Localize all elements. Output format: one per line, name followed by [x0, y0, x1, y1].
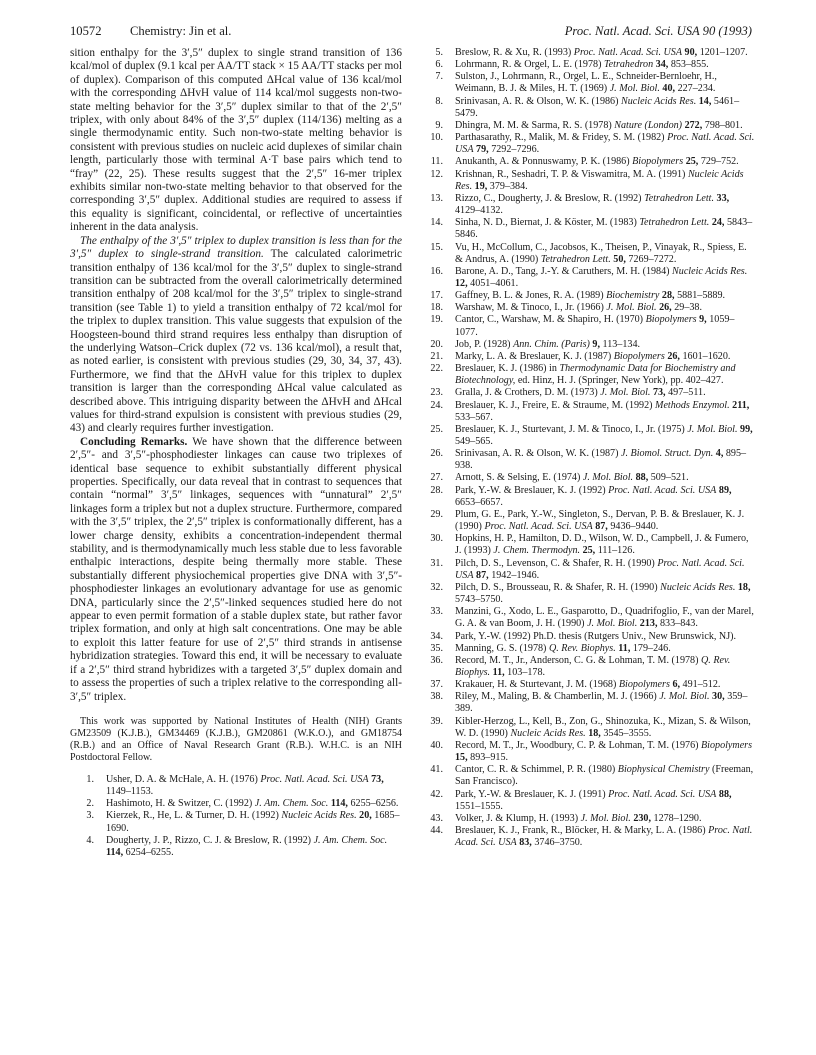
running-section-title: Chemistry: Jin et al.: [130, 24, 232, 38]
reference-volume: 18,: [588, 727, 601, 739]
reference-authors: Park, Y.-W. & Breslauer, K. J. (1992): [455, 484, 606, 496]
reference-journal: Nucleic Acids Res.: [455, 168, 744, 192]
reference-journal: Proc. Natl. Acad. Sci. USA: [608, 484, 717, 496]
reference-journal: J. Mol. Biol.: [659, 691, 710, 703]
reference-authors: Srinivasan, A. R. & Olson, W. K. (1987): [455, 448, 619, 460]
reference-volume: 26,: [659, 302, 672, 314]
reference-pages: 5461–5479.: [455, 95, 740, 119]
reference-pages: 533–567.: [455, 411, 493, 423]
reference-pages: 7292–7296.: [491, 144, 540, 156]
reference-item: [419, 193, 755, 217]
reference-journal: Proc. Natl. Acad. Sci. USA: [260, 773, 369, 785]
reference-number: 22.: [430, 363, 443, 375]
reference-authors: Breslauer, K. J. (1986) in: [455, 363, 557, 375]
reference-pages: 509–521.: [650, 472, 689, 484]
reference-volume: 12,: [455, 277, 468, 289]
reference-pages: 7269–7272.: [628, 253, 677, 265]
reference-item: [419, 217, 755, 241]
reference-item: [419, 156, 755, 168]
reference-volume: 90,: [684, 47, 698, 58]
reference-journal: Thermodynamic Data for Biochemistry and Biotechnology,: [455, 363, 736, 387]
reference-number: 18.: [430, 302, 443, 314]
reference-authors: Record, M. T., Jr., Woodbury, C. P. & Lohman, T. M. (1976): [455, 739, 699, 751]
reference-volume: 87,: [595, 521, 608, 533]
reference-authors: Warshaw, M. & Tinoco, I., Jr. (1966): [455, 302, 604, 314]
reference-journal: Biopolymers: [645, 314, 697, 326]
reference-volume: 89,: [718, 484, 732, 496]
reference-pages: 1278–1290.: [653, 812, 702, 824]
reference-journal: Nucleic Acids Res.: [660, 581, 736, 593]
reference-authors: Vu, H., McCollum, C., Jacobsos, K., Theisen, P., Vinayak, R., Spiess, E. & Andrus, A. (1990): [455, 241, 747, 265]
reference-item: [419, 631, 755, 643]
reference-number: 8.: [435, 95, 443, 107]
reference-journal: Proc. Natl. Acad. Sci. USA: [455, 557, 745, 581]
reference-item: [419, 59, 755, 71]
reference-pages: (Freeman, San Francisco).: [455, 764, 754, 788]
reference-journal: J. Mol. Biol.: [687, 423, 738, 435]
reference-pages: 3545–3555.: [603, 727, 652, 739]
reference-item: [419, 606, 755, 630]
reference-item: [419, 120, 755, 132]
reference-item: [419, 558, 755, 582]
reference-item: [419, 314, 755, 338]
reference-volume: 14,: [698, 95, 712, 107]
reference-volume: 88,: [635, 472, 649, 484]
reference-volume: 73,: [652, 387, 666, 399]
reference-pages: 5743–5750.: [455, 594, 503, 606]
reference-journal: J. Mol. Biol.: [600, 387, 651, 399]
reference-journal: Proc. Natl. Acad. Sci. USA: [573, 47, 683, 58]
reference-journal: J. Am. Chem. Soc.: [254, 798, 329, 810]
reference-pages: 853–855.: [670, 59, 709, 71]
reference-journal: J. Mol. Biol.: [606, 302, 657, 314]
reference-pages: 379–384.: [489, 180, 528, 192]
reference-pages: 1942–1946.: [491, 569, 540, 581]
reference-item: [419, 169, 755, 193]
reference-item: [419, 363, 755, 387]
paragraph-text: We have shown that the difference between 2′,5″- and 3′,5″-phosphodiester linkages can cause two triplexes of identical base sequence to exhibit substantially different physical properties. Specifically, our data reveal that in contrast to sequences that contain “normal” 3′,5″ linkages, sequences with “unnatural” 2′,5″ linkages form a triplex but not a duplex structure. Furthermore, compared with the 3′,5″ triplex, the 2′,5″ triplex is conformationally different, has a lower charge density, exhibits a concentration-independent thermal stability, and is thermodynamically much less stable due to less favorable enthalpic interactions, despite being thermally more stable. These substantially different physiochemical properties give DNA with 3′,5″-phosphodiester linkages an evolutionary advantage for use as genomic DNA, particularly since the 2′,5″-linked sequences studied here do not appear to even permit formation of a stable duplex state, but rather favor triplex formation, and only at high salt concentrations. One may be able to exploit this latter feature for use of 2′,5″ third strands in antisense hybridization strategies. Toward this end, it will be necessary to evaluate if a 2′,5″ third strand hybridizes with a targeted 3′,5″ duplex domain and to assess the properties of such a triplex relative to the corresponding all-3′,5″ triplex.: [70, 435, 402, 703]
reference-pages: 179–246.: [632, 642, 671, 654]
reference-number: 44.: [430, 825, 443, 836]
reference-number: 13.: [430, 192, 443, 204]
reference-item: [419, 266, 755, 290]
reference-number: 15.: [430, 241, 443, 253]
reference-item: [419, 679, 755, 691]
reference-number: 14.: [430, 217, 443, 229]
reference-item: [419, 424, 755, 448]
reference-authors: Breslow, R. & Xu, R. (1993): [455, 47, 572, 58]
page-number: 10572: [70, 24, 102, 38]
reference-number: 37.: [430, 679, 443, 691]
reference-number: 28.: [430, 484, 443, 496]
reference-number: 23.: [430, 387, 443, 399]
reference-journal: Q. Rev. Biophys.: [455, 654, 731, 678]
reference-volume: 73,: [371, 773, 384, 785]
reference-volume: 25,: [582, 545, 596, 557]
reference-journal: Nucleic Acids Res.: [510, 727, 586, 739]
reference-pages: 9436–9440.: [610, 521, 659, 533]
body-paragraph-3: [70, 436, 402, 704]
reference-journal: Methods Enzymol.: [655, 399, 730, 411]
reference-pages: 6255–6256.: [350, 798, 399, 810]
reference-journal: Nucleic Acids Res.: [281, 810, 357, 822]
reference-pages: 5881–5889.: [677, 290, 726, 302]
reference-item: [419, 509, 755, 533]
reference-pages: 1201–1207.: [699, 47, 748, 58]
reference-authors: Cantor, C., Warshaw, M. & Shapiro, H. (1970): [455, 314, 644, 326]
reference-number: 1.: [86, 773, 94, 785]
reference-pages: 497–511.: [668, 387, 706, 399]
reference-volume: 25,: [685, 156, 699, 168]
reference-pages: 1601–1620.: [682, 350, 731, 362]
reference-volume: 34,: [655, 59, 669, 71]
reference-number: 36.: [430, 654, 443, 666]
reference-pages: 6653–6657.: [455, 496, 503, 508]
reference-pages: 5843–5846.: [455, 217, 753, 241]
reference-journal: Tetrahedron Lett.: [540, 253, 611, 265]
reference-number: 2.: [86, 798, 94, 810]
page-header: [70, 24, 752, 40]
reference-item: [419, 448, 755, 472]
reference-item: [419, 643, 755, 655]
reference-number: 12.: [430, 168, 443, 180]
acknowledgments-text: This work was supported by National Institutes of Health (NIH) Grants GM23509 (K.J.B.), GM34469 (K.J.B.), GM20861 (W.K.O.), and GM18754 (R.B.) and an Office of Naval Research Grant (R.B.). W.H.C. is an NIH Postdoctoral Fellow.: [70, 715, 402, 763]
reference-number: 9.: [435, 119, 443, 131]
reference-authors: Dhingra, M. M. & Sarma, R. S. (1978): [455, 119, 612, 131]
reference-authors: Breslauer, K. J., Sturtevant, J. M. & Tinoco, I., Jr. (1975): [455, 423, 685, 435]
reference-authors: Plum, G. E., Park, Y.-W., Singleton, S., Dervan, P. B. & Breslauer, K. J. (1990): [455, 508, 745, 533]
reference-item: [419, 339, 755, 351]
reference-volume: 24,: [711, 217, 725, 229]
reference-pages: 1149–1153.: [106, 786, 154, 798]
reference-journal: Nucleic Acids Res.: [672, 265, 748, 277]
reference-authors: Hashimoto, H. & Switzer, C. (1992): [106, 798, 253, 810]
reference-number: 19.: [430, 314, 443, 326]
reference-authors: Park, Y.-W. (1992) Ph.D. thesis (Rutgers Univ., New Brunswick, NJ).: [455, 630, 737, 642]
reference-authors: Srinivasan, A. R. & Olson, W. K. (1986): [455, 95, 619, 107]
reference-item: [419, 242, 755, 266]
reference-item: [70, 835, 402, 859]
reference-journal: Nature (London): [614, 119, 683, 131]
reference-authors: Arnott, S. & Selsing, E. (1974): [455, 472, 581, 484]
reference-number: 21.: [430, 350, 443, 362]
reference-pages: 491–512.: [682, 679, 721, 691]
reference-item: [419, 387, 755, 399]
reference-number: 33.: [430, 606, 443, 618]
reference-authors: Sulston, J., Lohrmann, R., Orgel, L. E., Schneider-Bernloehr, H., Weimann, B. J. & Miles, H. T. (1969): [455, 71, 717, 95]
reference-authors: Parthasarathy, R., Malik, M. & Fridey, S. M. (1982): [455, 132, 665, 144]
reference-volume: 9,: [592, 338, 600, 350]
reference-number: 16.: [430, 265, 443, 277]
reference-journal: J. Chem. Thermodyn.: [493, 545, 581, 557]
reference-number: 24.: [430, 399, 443, 411]
reference-pages: 549–565.: [455, 436, 493, 447]
reference-volume: 6,: [672, 679, 681, 691]
reference-journal: Nucleic Acids Res.: [621, 95, 697, 107]
reference-volume: 28,: [661, 290, 675, 302]
reference-volume: 79,: [476, 144, 489, 156]
reference-volume: 50,: [613, 253, 626, 265]
reference-volume: 4,: [715, 448, 724, 460]
reference-journal: J. Am. Chem. Soc.: [313, 834, 388, 846]
right-column: [419, 47, 755, 849]
reference-item: [419, 813, 755, 825]
reference-pages: 1059–1077.: [455, 314, 735, 338]
reference-volume: 230,: [633, 812, 651, 824]
reference-number: 43.: [430, 812, 443, 824]
reference-pages: 3746–3750.: [534, 837, 583, 849]
reference-journal: J. Mol. Biol.: [580, 812, 631, 824]
reference-volume: 11,: [492, 666, 505, 678]
reference-journal: J. Biomol. Struct. Dyn.: [621, 448, 714, 460]
reference-volume: 19,: [474, 180, 488, 192]
reference-pages: 4129–4132.: [455, 205, 503, 217]
reference-item: [419, 96, 755, 120]
reference-authors: Volker, J. & Klump, H. (1993): [455, 812, 579, 824]
reference-volume: 88,: [718, 788, 732, 800]
reference-authors: Kierzek, R., He, L. & Turner, D. H. (1992): [106, 810, 279, 822]
reference-number: 4.: [86, 834, 94, 846]
reference-journal: Biopolymers: [632, 156, 684, 168]
section-heading-concluding-remarks: Concluding Remarks.: [80, 435, 188, 448]
reference-authors: Job, P. (1928): [455, 338, 511, 350]
reference-pages: 103–178.: [507, 666, 546, 678]
reference-item: [419, 655, 755, 679]
reference-journal: Tetrahedron: [603, 59, 654, 71]
reference-number: 35.: [430, 642, 443, 654]
reference-list-right: [419, 47, 755, 849]
reference-item: [70, 798, 402, 810]
reference-number: 31.: [430, 557, 443, 569]
reference-authors: Rizzo, C., Dougherty, J. & Breslow, R. (1992): [455, 192, 642, 204]
reference-authors: Park, Y.-W. & Breslauer, K. J. (1991): [455, 788, 606, 800]
reference-authors: Gaffney, B. L. & Jones, R. A. (1989): [455, 290, 604, 302]
reference-authors: Sinha, N. D., Biernat, J. & Köster, M. (1983): [455, 217, 637, 229]
reference-item: [419, 400, 755, 424]
journal-citation: Proc. Natl. Acad. Sci. USA 90 (1993): [564, 24, 752, 38]
reference-item: [419, 825, 755, 849]
reference-authors: Dougherty, J. P., Rizzo, C. J. & Breslow, R. (1992): [106, 834, 312, 846]
reference-item: [419, 582, 755, 606]
reference-pages: 1685–1690.: [106, 810, 400, 834]
reference-item: [419, 533, 755, 557]
reference-volume: 272,: [684, 119, 703, 131]
reference-volume: 18,: [737, 581, 751, 593]
reference-number: 3.: [86, 810, 94, 822]
reference-number: 10.: [430, 132, 443, 144]
reference-volume: 15,: [455, 752, 468, 764]
reference-pages: ed. Hinz, H. J. (Springer, New York), pp. 402–427.: [517, 375, 724, 387]
reference-journal: Tetrahedron Lett.: [644, 192, 714, 204]
reference-number: 40.: [430, 739, 443, 751]
reference-number: 26.: [430, 448, 443, 460]
reference-item: [419, 740, 755, 764]
reference-volume: 30,: [712, 691, 725, 703]
reference-journal: J. Mol. Biol.: [609, 83, 660, 95]
paragraph-text: The calculated calorimetric transition enthalpy of 136 kcal/mol for the 3′,5″ duplex to single-strand transition can be subtracted from the overall calorimetrically determined transition enthalpy of 208 kcal/mol for the 3′,5″ triplex to single-strand transition (see Table 1) to yield a transition enthalpy of 72 kcal/mol for the triplex to duplex transition. This value suggests that expulsion of the Hoogsteen-bound third strand requires less enthalpy than disruption of the underlying Watson–Crick duplex (72 vs. 136 kcal/mol), a result that, as noted earlier, is consistent with previous studies (29, 30, 34, 37, 43). Furthermore, we find that the ΔHvH value for this triplex to duplex transition is larger than the corresponding ΔHcal value calculated as described above. This intriguing disparity between the ΔHvH and ΔHcal values for third-strand expulsion is consistent with previous studies (29, 43) and clearly requires further investigation.: [70, 248, 402, 435]
reference-journal: Proc. Natl. Acad. Sci. USA: [455, 825, 753, 849]
acknowledgments: [70, 716, 402, 764]
reference-number: 38.: [430, 691, 443, 703]
reference-number: 30.: [430, 533, 443, 545]
reference-item: [419, 485, 755, 509]
reference-number: 29.: [430, 508, 443, 520]
reference-pages: 798–801.: [704, 119, 743, 131]
reference-journal: Proc. Natl. Acad. Sci. USA: [608, 788, 717, 800]
reference-authors: Krishnan, R., Seshadri, T. P. & Viswamitra, M. A. (1991): [455, 168, 686, 180]
reference-journal: Tetrahedron Lett.: [639, 217, 710, 229]
reference-authors: Pilch, D. S., Levenson, C. & Shafer, R. H. (1990): [455, 557, 655, 569]
reference-journal: Biopolymers: [618, 679, 670, 691]
reference-authors: Hopkins, H. P., Hamilton, D. D., Wilson, W. D., Campbell, J. & Fumero, J. (1993): [455, 533, 749, 557]
reference-authors: Pilch, D. S., Brousseau, R. & Shafer, R. H. (1990): [455, 581, 658, 593]
reference-item: [419, 764, 755, 788]
reference-volume: 213,: [639, 618, 658, 630]
reference-item: [419, 71, 755, 95]
reference-item: [70, 774, 402, 798]
reference-pages: 1551–1555.: [455, 800, 503, 812]
reference-item: [419, 290, 755, 302]
reference-volume: 87,: [476, 569, 489, 581]
reference-number: 27.: [430, 472, 443, 484]
reference-journal: J. Mol. Biol.: [582, 472, 634, 484]
reference-authors: Barone, A. D., Tang, J.-Y. & Caruthers, M. H. (1984): [455, 265, 670, 277]
reference-number: 42.: [430, 788, 443, 800]
left-column: [70, 47, 402, 859]
reference-pages: 893–915.: [470, 752, 509, 764]
reference-pages: 833–843.: [660, 618, 698, 630]
reference-pages: 113–134.: [602, 338, 641, 350]
reference-volume: 83,: [519, 837, 532, 849]
reference-number: 39.: [430, 715, 443, 727]
body-paragraph-2: [70, 235, 402, 436]
reference-pages: 111–126.: [597, 545, 635, 557]
reference-number: 6.: [435, 59, 443, 71]
reference-authors: Record, M. T., Jr., Anderson, C. G. & Lohman, T. M. (1978): [455, 654, 699, 666]
reference-authors: Gralla, J. & Crothers, D. M. (1973): [455, 387, 598, 399]
reference-volume: 211,: [732, 399, 750, 411]
reference-authors: Marky, L. A. & Breslauer, K. J. (1987): [455, 350, 612, 362]
reference-pages: 895–938.: [455, 448, 747, 472]
reference-pages: 4051–4061.: [470, 277, 519, 289]
reference-authors: Cantor, C. R. & Schimmel, P. R. (1980): [455, 764, 616, 776]
reference-volume: 9,: [699, 314, 707, 326]
reference-volume: 33,: [716, 192, 730, 204]
reference-number: 5.: [435, 47, 443, 58]
reference-journal: Proc. Natl. Acad. Sci. USA: [455, 132, 755, 156]
reference-authors: Krakauer, H. & Sturtevant, J. M. (1968): [455, 679, 617, 691]
reference-pages: 29–38.: [674, 302, 702, 314]
reference-number: 32.: [430, 581, 443, 593]
reference-item: [419, 302, 755, 314]
reference-number: 25.: [430, 423, 443, 435]
reference-pages: 729–752.: [700, 156, 739, 168]
reference-authors: Breslauer, K. J., Freire, E. & Straume, M. (1992): [455, 399, 653, 411]
reference-authors: Riley, M., Maling, B. & Chamberlin, M. J. (1966): [455, 691, 657, 703]
reference-volume: 11,: [618, 642, 631, 654]
reference-item: [419, 716, 755, 740]
reference-journal: Biophysical Chemistry: [617, 764, 710, 776]
reference-number: 7.: [435, 71, 443, 83]
reference-journal: Biopolymers: [701, 739, 753, 751]
body-paragraph-1: [70, 47, 402, 235]
reference-authors: Kibler-Herzog, L., Kell, B., Zon, G., Shinozuka, K., Mizan, S. & Wilson, W. D. (1990): [455, 715, 751, 739]
reference-authors: Manzini, G., Xodo, L. E., Gasparotto, D., Quadrifoglio, F., van der Marel, G. A. & van Boom, J. H. (1990): [455, 606, 754, 630]
reference-item: [419, 132, 755, 156]
reference-authors: Usher, D. A. & McHale, A. H. (1976): [106, 773, 258, 785]
reference-item: [419, 351, 755, 363]
paragraph-text: sition enthalpy for the 3′,5″ duplex to single strand transition of 136 kcal/mol of duplex (9.1 kcal per AA/TT stack × 15 AA/TT stacks per mol of duplex). Comparison of this computed ΔHcal value of 136 kcal/mol with the corresponding ΔHvH value of 114 kcal/mol suggests non-two-state melting behavior for the 3′,5″ duplex similar to that of the 2′,5″ triplex, with only about 84% of the 3′,5″ duplex (114/136) melting as a single thermodynamic entity. Such non-two-state melting behavior is consistent with previous studies on nucleic acid duplexes of similar chain length, particularly those with terminal A·T base pairs which tend to “fray” (22, 25). These results suggest that the 2′,5″ 16-mer triplex exhibits similar non-two-state melting behavior to that observed for the corresponding 3′,5″ duplex. Additional studies are required to assess if this equality is significant, coincidental, or reflective of uncertainties inherent in the data analysis.: [70, 47, 402, 234]
reference-item: [419, 472, 755, 484]
reference-volume: 40,: [662, 83, 676, 95]
reference-journal: J. Mol. Biol.: [587, 618, 638, 630]
reference-item: [419, 691, 755, 715]
reference-authors: Anukanth, A. & Ponnuswamy, P. K. (1986): [455, 156, 630, 168]
reference-number: 34.: [430, 630, 443, 642]
reference-volume: 114,: [330, 798, 348, 810]
reference-volume: 99,: [740, 423, 753, 435]
reference-number: 11.: [430, 156, 443, 168]
reference-journal: Ann. Chim. (Paris): [513, 338, 590, 350]
reference-item: [419, 47, 755, 59]
reference-journal: Proc. Natl. Acad. Sci. USA: [484, 521, 593, 533]
reference-item: [419, 789, 755, 813]
reference-number: 17.: [430, 290, 443, 302]
paragraph-run-in-head: The enthalpy of the 3′,5″ triplex to duplex transition is less than for the 3′,5″ duplex to single-strand transition.: [70, 234, 402, 261]
reference-journal: Biochemistry: [606, 290, 660, 302]
reference-pages: 227–234.: [677, 83, 716, 95]
reference-list-left: [70, 774, 402, 859]
reference-journal: Biopolymers: [613, 350, 665, 362]
reference-number: 20.: [430, 338, 443, 350]
reference-journal: Q. Rev. Biophys.: [548, 642, 616, 654]
reference-volume: 114,: [106, 846, 124, 858]
reference-pages: 6254–6255.: [125, 846, 174, 858]
reference-volume: 20,: [359, 810, 372, 822]
reference-authors: Breslauer, K. J., Frank, R., Blöcker, H. & Marky, L. A. (1986): [455, 825, 706, 836]
reference-volume: 26,: [667, 350, 680, 362]
reference-item: [70, 810, 402, 834]
reference-number: 41.: [430, 764, 443, 776]
reference-authors: Manning, G. S. (1978): [455, 642, 547, 654]
reference-authors: Lohrmann, R. & Orgel, L. E. (1978): [455, 59, 602, 71]
reference-pages: 359–389.: [455, 691, 748, 715]
